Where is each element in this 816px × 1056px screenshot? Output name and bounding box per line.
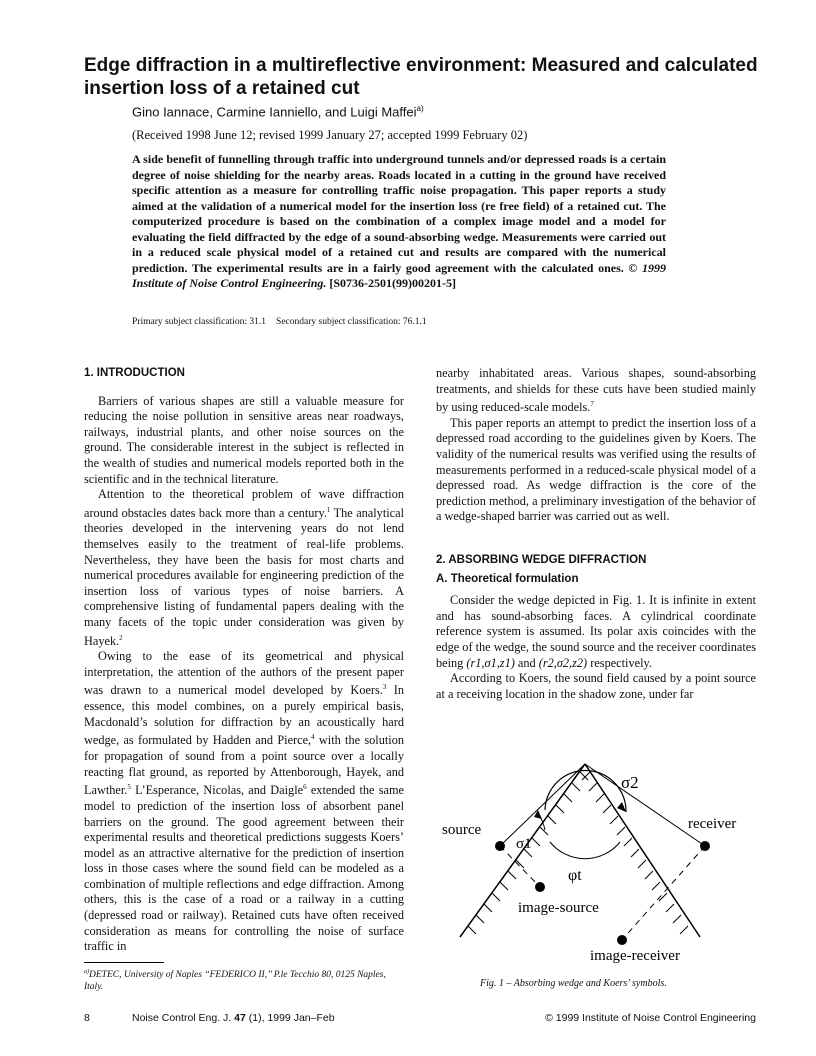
subsection-heading-theoretical: A. Theoretical formulation bbox=[436, 572, 579, 585]
footnote-mark: a) bbox=[84, 969, 89, 975]
receiver-label: receiver bbox=[688, 816, 737, 832]
source-coordinates: (r1,σ1,z1) bbox=[466, 655, 515, 670]
source-image-dashed-line bbox=[500, 846, 540, 887]
footnote-rule bbox=[84, 962, 164, 963]
wedge-paragraph-2: According to Koers, the sound field caused by a point source at a receiving location in the shadow zone, under far bbox=[436, 671, 756, 701]
intro-paragraph-2: Attention to the theoretical problem of wave diffraction around obstacles dates back more than a century.$^1$ The analytical theories developed in the intervening years do not lend themselves easily to the treatment of real-life problems. Nevertheless, they have been the basis for most charts and numerical procedures available for engineering prediction of the insertion loss of various types of noise barriers. A comprehensive listing of fundamental papers dealing with the many facets of the topic under consideration was given by Hayek.$^2$ bbox=[84, 487, 404, 648]
sigma2-label: σ2 bbox=[621, 773, 639, 792]
wedge-right-face bbox=[585, 764, 700, 937]
intro-paragraph-5: This paper reports an attempt to predict the insertion loss of a depressed road according to the guidelines given by Koers. The validity of the numerical results was verified using the results of measurements performed in a reduced-scale physical model of a depressed road. As wedge diffraction is the core of the prediction method, a preliminary investigation of the behavior of a wedge-shaped barrier was carried out as well. bbox=[436, 415, 756, 524]
sigma1-label: σ1 bbox=[516, 836, 532, 852]
received-dates: (Received 1998 June 12; revised 1999 January 27; accepted 1999 February 02) bbox=[132, 128, 528, 142]
subject-classification bbox=[132, 317, 427, 327]
authors-affiliation-mark: a) bbox=[416, 104, 424, 113]
abstract bbox=[132, 152, 666, 292]
source-ray bbox=[500, 764, 585, 846]
page-number: 8 bbox=[84, 1012, 90, 1024]
left-column bbox=[84, 366, 404, 955]
abstract-text: A side benefit of funnelling through traffic into underground tunnels and/or depressed roads is a certain degree of noise shielding for the nearby areas. Roads located in a cutting in the ground have received specific attention as a measure for controlling traffic noise propagation. This paper reports a study aimed at the validation of a numerical model for the insertion loss (re free field) of a retained cut. The computerized procedure is based on the combination of a complex image model and a model for evaluating the field diffracted by the edge of a sound-absorbing wedge. Measurements were carried out in a reduced scale physical model of a retained cut and results are compared with the numerical prediction. The experimental results are in a fairly good agreement with the calculated ones. bbox=[132, 152, 666, 275]
image-source-point bbox=[535, 882, 545, 892]
phit-angle-arc bbox=[550, 842, 620, 859]
figure-1-wedge-diagram bbox=[430, 762, 760, 972]
citation-2[interactable]: 2 bbox=[119, 633, 123, 642]
section-heading-introduction: 1. INTRODUCTION bbox=[84, 367, 185, 379]
citation-7[interactable]: 7 bbox=[590, 400, 594, 409]
secondary-classification: Secondary subject classification: 76.1.1 bbox=[276, 317, 427, 327]
source-label: source bbox=[442, 822, 482, 838]
receiver-ray bbox=[585, 764, 705, 846]
authors-names: Gino Iannace, Carmine Ianniello, and Luigi Maffei bbox=[132, 104, 417, 120]
affiliation-footnote bbox=[84, 966, 404, 993]
abstract-reference-code: [S0736-2501(99)00201-5] bbox=[329, 276, 457, 290]
author-list bbox=[132, 104, 424, 119]
citation-5[interactable]: 5 bbox=[127, 783, 131, 792]
intro-paragraph-3: Owing to the ease of its geometrical and physical interpretation, the attention of the authors of the present paper was drawn to a numerical model developed by Koers.$^3$ In essence, this model combines, on a purely empirical basis, Macdonald’s solution for diffraction by an acoustically hard wedge, as formulated by Hadden and Pierce,$^4$ with the solution for propagation of sound from a point source over a locally reacting flat ground, as reported by Attenborough, Hayek, and Lawther.$^5$ L’Esperance, Nicolas, and Daigle$^6$ extended the same model to prediction of the insertion loss of absorbent panel barriers on the ground. The good agreement between their experimental results and theoretical predictions suggests Koers’ model as an attractive alternative for the prediction of insertion loss in those cases where the sound field can be modeled as a combination of multiple reflections and edge diffraction. Among others, this is the case of a road or a railway in a cutting (depressed road or railway). Retained cuts have often received consideration as means for controlling the noise of surface traffic in bbox=[84, 649, 404, 954]
receiver-coordinates: (r2,σ2,z2) bbox=[538, 655, 588, 670]
receiver-point bbox=[700, 841, 710, 851]
footer-copyright: © 1999 Institute of Noise Control Engineering bbox=[545, 1012, 756, 1024]
sigma2-arrowhead bbox=[617, 802, 626, 812]
image-receiver-point bbox=[617, 935, 627, 945]
figure-1-caption: Fig. 1 – Absorbing wedge and Koers’ symbols. bbox=[480, 978, 667, 989]
journal-citation: Noise Control Eng. J. 47 (1), 1999 Jan–Feb bbox=[132, 1012, 335, 1024]
paper-title: Edge diffraction in a multireflective environment: Measured and calculated insertion loss of a retained cut bbox=[84, 55, 758, 99]
abstract-copyright: © 1999 Institute of Noise Control Engineering. bbox=[132, 260, 667, 290]
phit-label: φt bbox=[568, 867, 582, 884]
footnote-text: DETEC, University of Naples ‘‘FEDERICO II,’’ P.le Tecchio 80, 0125 Naples, Italy. bbox=[84, 970, 386, 993]
image-receiver-label: image-receiver bbox=[590, 948, 680, 964]
section-heading-absorbing-wedge: 2. ABSORBING WEDGE DIFFRACTION bbox=[436, 554, 647, 567]
intro-paragraph-1: Barriers of various shapes are still a valuable measure for reducing the noise pollution in sensitive areas near roadways, railways, industrial plants, and other noise sources on the ground. The considerable interest in the subject is reflected in the wealth of studies and numerical models reported both in the scientific and in the technical literature. bbox=[84, 393, 404, 486]
wedge-paragraph-1: Consider the wedge depicted in Fig. 1. It is infinite in extent and has sound-absorbing faces. A cylindrical coordinate reference system is assumed. Its polar axis coincides with the edge of the wedge, the sound source and the receiver coordinates being (r1,σ1,z1) and (r2,σ2,z2) respectively. bbox=[436, 593, 756, 670]
source-point bbox=[495, 841, 505, 851]
citation-4[interactable]: 4 bbox=[311, 733, 315, 742]
right-column bbox=[436, 366, 756, 702]
citation-6[interactable]: 6 bbox=[303, 783, 307, 792]
citation-3[interactable]: 3 bbox=[382, 683, 387, 692]
citation-1[interactable]: 1 bbox=[326, 505, 331, 514]
image-source-label: image-source bbox=[518, 900, 599, 916]
intro-paragraph-4: nearby inhabitated areas. Various shapes, sound-absorbing treatments, and shields for these cuts have been studied mainly by using reduced-scale models.$^7$ bbox=[436, 366, 756, 415]
primary-classification: Primary subject classification: 31.1 bbox=[132, 317, 267, 327]
